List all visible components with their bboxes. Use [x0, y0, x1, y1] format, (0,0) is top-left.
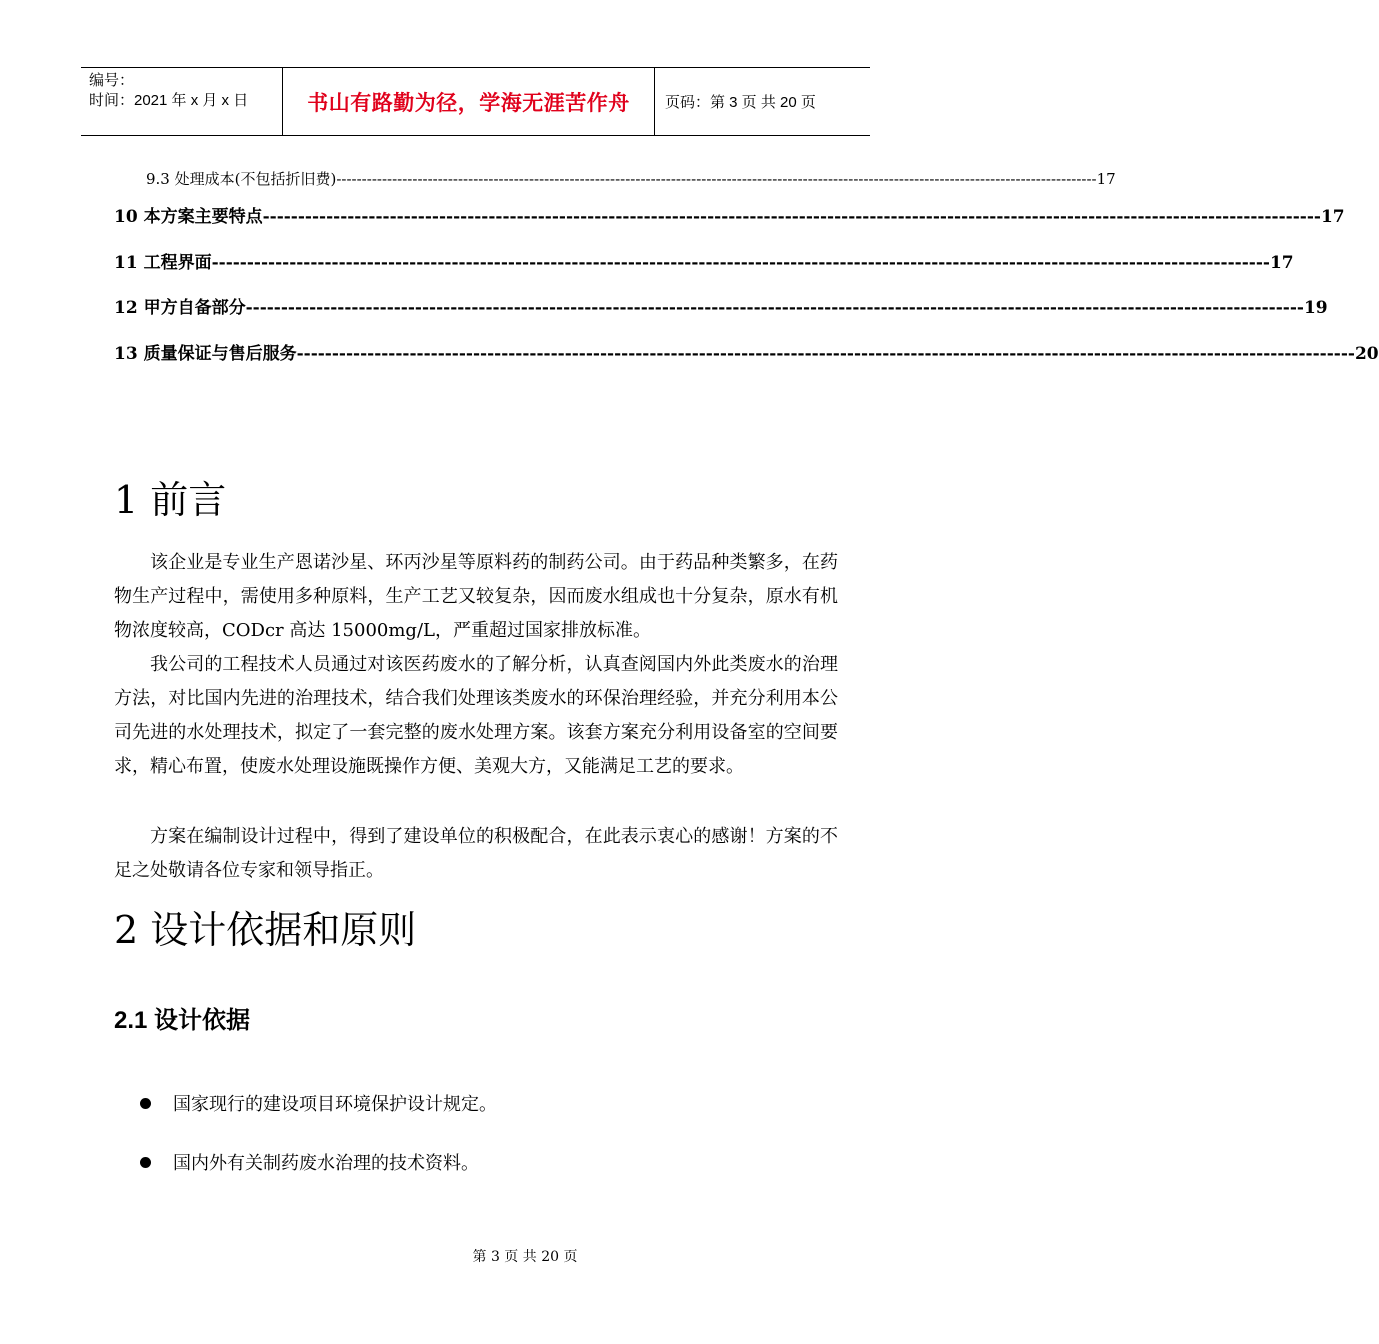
toc-item-page: 17: [1320, 207, 1345, 227]
toc-item[interactable]: [114, 202, 1345, 227]
toc-item-label: 10 本方案主要特点: [114, 207, 263, 227]
toc-item-page: 17: [1269, 253, 1294, 273]
document-number-label: 编号：: [89, 72, 135, 89]
toc-item-page: 17: [1096, 170, 1116, 188]
toc-item[interactable]: [146, 168, 1116, 189]
toc-item-label: 11 工程界面: [114, 253, 212, 273]
bullet-text: 国内外有关制药废水治理的技术资料。: [173, 1153, 479, 1174]
section-1-paragraph-3: 方案在编制设计过程中，得到了建设单位的积极配合，在此表示衷心的感谢！方案的不足之处敬请各位专家和领导指正。: [114, 826, 838, 881]
bullet-item: [140, 1090, 497, 1116]
bullet-text: 国家现行的建设项目环境保护设计规定。: [173, 1094, 497, 1115]
section-1-heading: 1 前言: [114, 478, 227, 522]
toc-item-label: 12 甲方自备部分: [114, 298, 246, 318]
toc-item-label: 9.3 处理成本(不包括折旧费): [146, 170, 337, 188]
header-meta: [81, 68, 283, 135]
toc-leader: ------------------------------------------------------------------------------------------------------------------------------------------------------: [245, 298, 1304, 318]
toc-leader: ------------------------------------------------------------------------------------------------------------------------------------------------------: [336, 170, 1097, 188]
bullet-item: [140, 1149, 479, 1175]
section-1-paragraph-2: 我公司的工程技术人员通过对该医药废水的了解分析，认真查阅国内外此类废水的治理方法，对比国内先进的治理技术，结合我们处理该类废水的环保治理经验，并充分利用本公司先进的水处理技术，拟定了一套完整的废水处理方案。该套方案充分利用设备室的空间要求，精心布置，使废水处理设施既操作方便、美观大方，又能满足工艺的要求。: [114, 654, 838, 777]
section-2-heading: 2 设计依据和原则: [114, 908, 417, 952]
toc-leader: ------------------------------------------------------------------------------------------------------------------------------------------------------: [211, 253, 1270, 273]
page-footer: 第 3 页 共 20 页: [472, 1249, 578, 1265]
toc-item-page: 19: [1303, 298, 1328, 318]
toc-item[interactable]: [114, 248, 1294, 273]
bullet-dot-icon: [140, 1098, 151, 1109]
toc-item[interactable]: [114, 293, 1328, 318]
document-date: 时间：2021 年 x 月 x 日: [89, 92, 249, 109]
header-motto: 书山有路勤为径，学海无涯苦作舟: [307, 91, 630, 115]
toc-leader: ------------------------------------------------------------------------------------------------------------------------------------------------------: [296, 344, 1355, 364]
section-2-1-heading: 2.1 设计依据: [114, 1007, 251, 1034]
toc-item-label: 13 质量保证与售后服务: [114, 344, 297, 364]
section-1-paragraph-1: 该企业是专业生产恩诺沙星、环丙沙星等原料药的制药公司。由于药品种类繁多，在药物生产过程中，需使用多种原料，生产工艺又较复杂，因而废水组成也十分复杂，原水有机物浓度较高，CODcr 高达 15000mg/L，严重超过国家排放标准。: [114, 552, 838, 641]
toc-item[interactable]: [114, 339, 1379, 364]
header-page-info: 页码：第 3 页 共 20 页: [665, 94, 816, 111]
header-motto-cell: [283, 68, 655, 135]
toc-leader: ------------------------------------------------------------------------------------------------------------------------------------------------------: [262, 207, 1321, 227]
toc-item-page: 20: [1354, 344, 1379, 364]
bullet-dot-icon: [140, 1157, 151, 1168]
page-header: [81, 67, 870, 136]
